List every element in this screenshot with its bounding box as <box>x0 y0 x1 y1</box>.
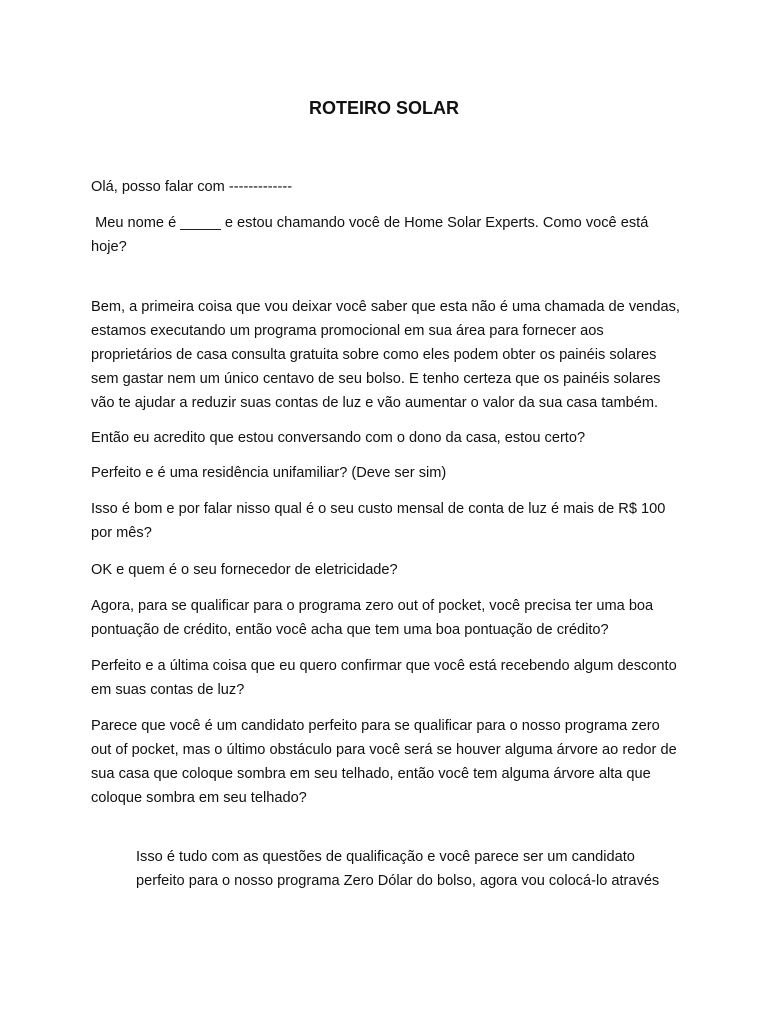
paragraph-introduction: Meu nome é _____ e estou chamando você de Home Solar Experts. Como você está hoje? <box>91 215 653 255</box>
paragraph-provider-question: OK e quem é o seu fornecedor de eletricidade? <box>91 562 398 578</box>
paragraph-homeowner-question: Então eu acredito que estou conversando com o dono da casa, estou certo? <box>91 430 586 446</box>
paragraph-opening-pitch: Bem, a primeira coisa que vou deixar você saber que esta não é uma chamada de vendas, estamos executando um programa promocional em sua área para fornecer aos proprietários de casa consulta gratuita sobre como eles podem obter os painéis solares sem gastar nem um único centavo de seu bolso. E tenho certeza que os painéis solares vão te ajudar a reduzir suas contas de luz e vão aumentar o valor da sua casa também. <box>91 299 680 411</box>
paragraph-shade-question: Parece que você é um candidato perfeito para se qualificar para o nosso programa zero out of pocket, mas o último obstáculo para você será se houver alguma árvore ao redor de sua casa que coloque sombra em seu telhado, então você tem alguma árvore alta que coloque sombra em seu telhado? <box>91 718 677 806</box>
paragraph-residence-question: Perfeito e é uma residência unifamiliar? (Deve ser sim) <box>91 465 447 481</box>
paragraph-discount-question: Perfeito e a última coisa que eu quero confirmar que você está recebendo algum desconto em suas contas de luz? <box>91 658 677 698</box>
paragraph-bill-question: Isso é bom e por falar nisso qual é o seu custo mensal de conta de luz é mais de R$ 100 por mês? <box>91 501 666 541</box>
paragraph-greeting: Olá, posso falar com ------------- <box>91 179 293 195</box>
paragraph-closing: Isso é tudo com as questões de qualificação e você parece ser um candidato perfeito para o nosso programa Zero Dólar do bolso, agora vou colocá-lo através <box>136 849 660 889</box>
document-title: ROTEIRO SOLAR <box>308 98 459 118</box>
paragraph-credit-question: Agora, para se qualificar para o programa zero out of pocket, você precisa ter uma boa pontuação de crédito, então você acha que tem uma boa pontuação de crédito? <box>91 598 654 638</box>
